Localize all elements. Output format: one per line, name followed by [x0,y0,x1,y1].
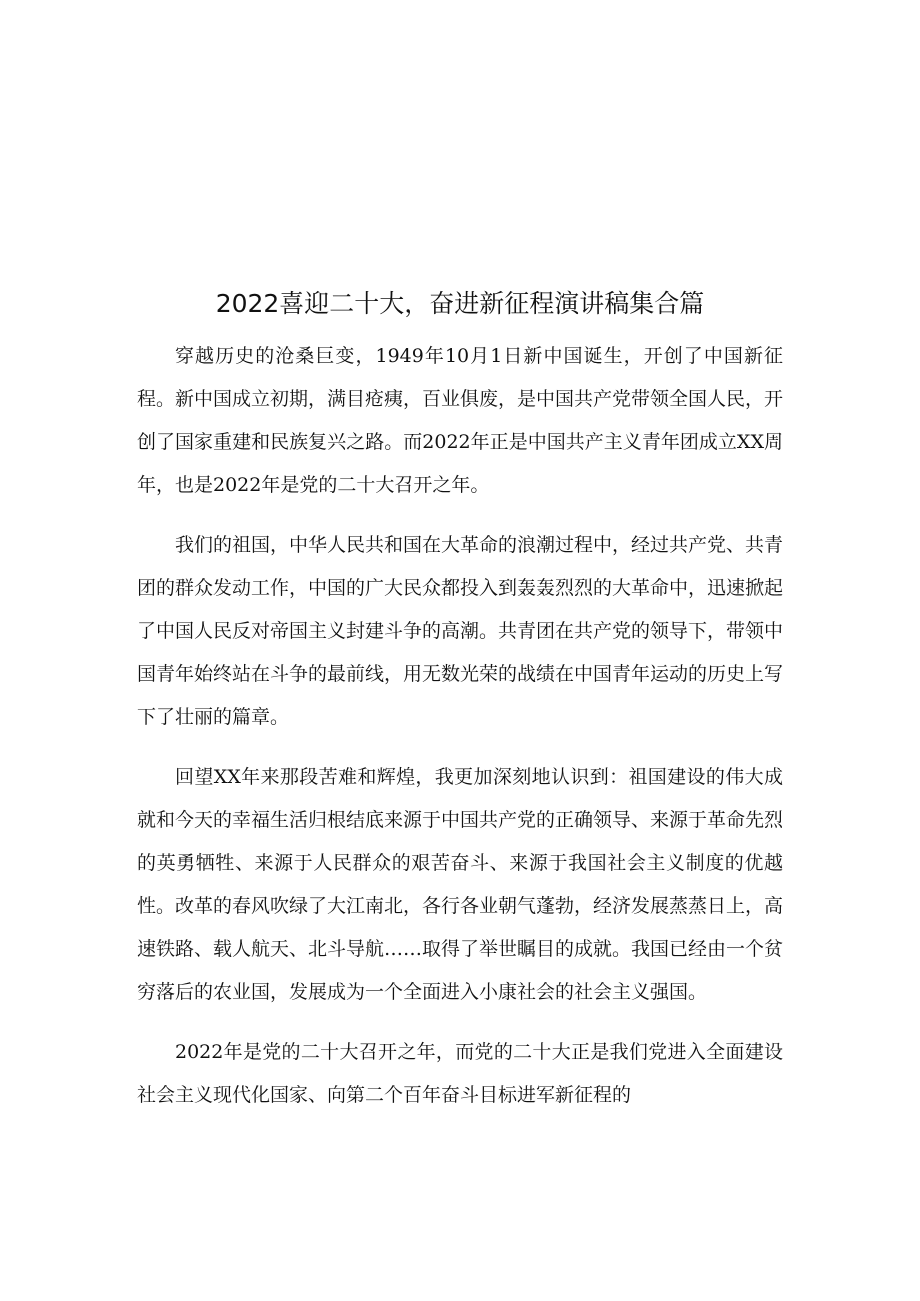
paragraph: 回望XX年来那段苦难和辉煌，我更加深刻地认识到：祖国建设的伟大成就和今天的幸福生活归根结底来源于中国共产党的正确领导、来源于革命先烈的英勇牺牲、来源于人民群众的艰苦奋斗、来源于我国社会主义制度的优越性。改革的春风吹绿了大江南北，各行各业朝气蓬勃，经济发展蒸蒸日上，高速铁路、载人航天、北斗导航……取得了举世瞩目的成就。我国已经由一个贫穷落后的农业国，发展成为一个全面进入小康社会的社会主义强国。 [137,766,784,1003]
paragraph: 2022年是党的二十大召开之年，而党的二十大正是我们党进入全面建设社会主义现代化国家、向第二个百年奋斗目标进军新征程的 [137,1041,783,1106]
paragraph: 我们的祖国，中华人民共和国在大革命的浪潮过程中，经过共产党、共青团的群众发动工作，中国的广大民众都投入到轰轰烈烈的大革命中，迅速掀起了中国人民反对帝国主义封建斗争的高潮。共青团在共产党的领导下，带领中国青年始终站在斗争的最前线，用无数光荣的战绩在中国青年运动的历史上写下了壮丽的篇章。 [137,534,784,728]
document-title: 2022喜迎二十大，奋进新征程演讲稿集合篇 [215,289,705,318]
paragraph: 穿越历史的沧桑巨变，1949年10月1日新中国诞生，开创了中国新征程。新中国成立初期，满目疮痍，百业俱废，是中国共产党带领全国人民，开创了国家重建和民族复兴之路。而2022年正是中国共产主义青年团成立XX周年，也是2022年是党的二十大召开之年。 [137,345,784,496]
document-body [137,335,783,1117]
